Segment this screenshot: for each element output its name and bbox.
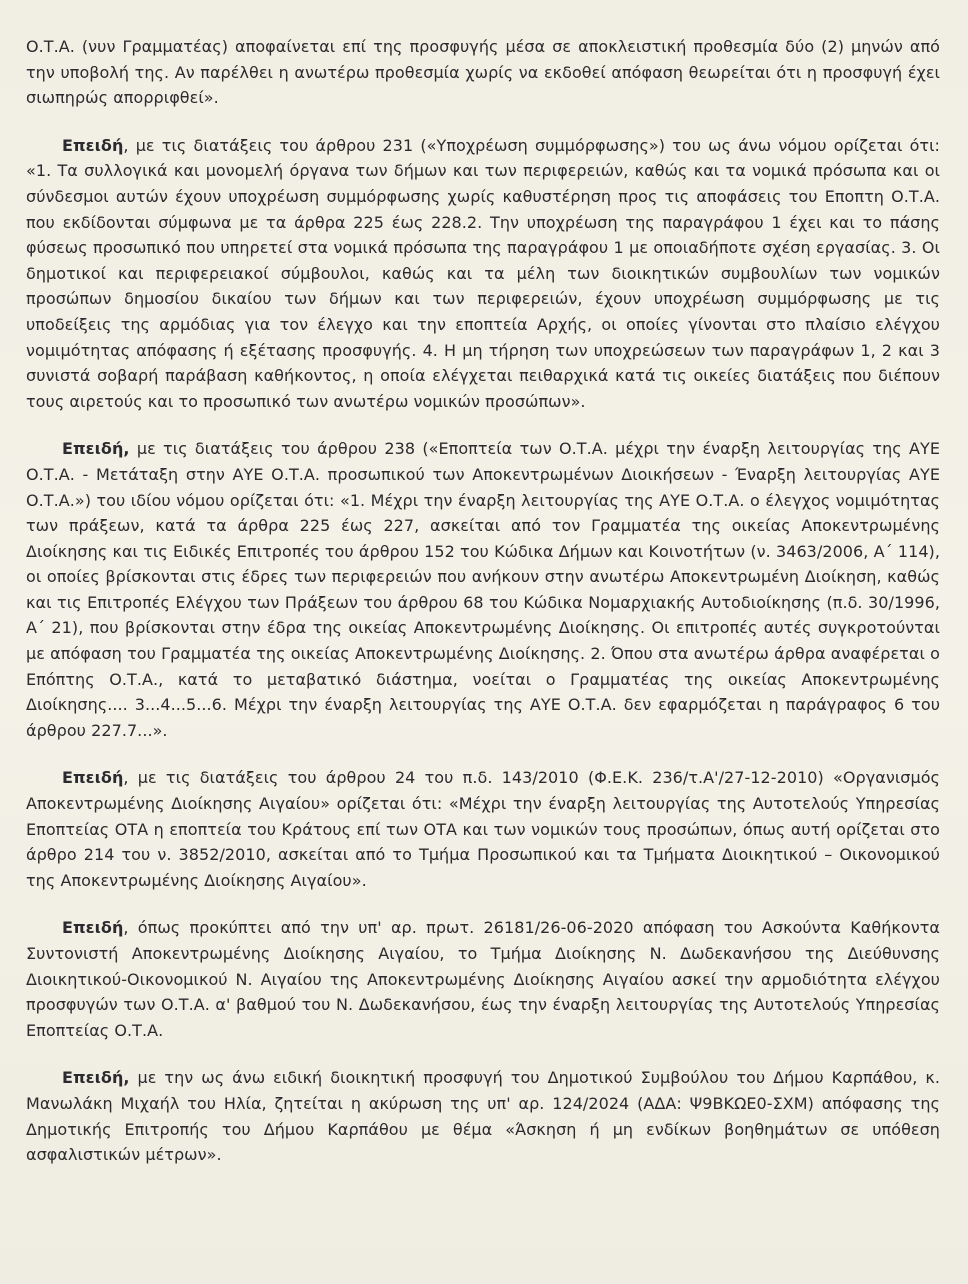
paragraph-lead: Επειδή, [62, 1068, 130, 1088]
paragraph-lead: Επειδή [62, 135, 124, 155]
paragraph-lead: Επειδή, [62, 439, 130, 459]
paragraph-text: με την ως άνω ειδική διοικητική προσφυγή του Δημοτικού Συμβούλου του Δήμου Καρπάθου, κ. Μανωλάκη Μιχαήλ του Ηλία, ζητείται η ακύρωση της υπ' αρ. 124/2024 (ΑΔΑ: Ψ9ΒΚΩΕ0-ΣΧΜ) απόφασης της Δημοτικής Επιτροπής του Δήμου Καρπάθου με θέμα «Άσκηση ή μη ενδίκων βοηθημάτων σε υπόθεση ασφαλιστικών μέτρων». [26, 1068, 940, 1165]
paragraph-pd-143-2010 [26, 765, 940, 893]
paragraph-text: , με τις διατάξεις του άρθρου 24 του π.δ. 143/2010 (Φ.Ε.Κ. 236/τ.Α'/27-12-2010) «Οργανισμός Αποκεντρωμένης Διοίκησης Αιγαίου» ορίζεται ότι: «Μέχρι την έναρξη λειτουργίας της Αυτοτελούς Υπηρεσίας Εποπτείας ΟΤΑ η εποπτεία του Κράτους επί των ΟΤΑ και των νομικών τους προσώπων, όπως αυτή ορίζεται στο άρθρο 214 του ν. 3852/2010, ασκείται από το Τμήμα Προσωπικού και τα Τμήματα Διοικητικού – Οικονομικού της Αποκεντρωμένης Διοίκησης Αιγαίου». [26, 768, 940, 890]
paragraph-continuation [26, 34, 940, 111]
paragraph-text: , με τις διατάξεις του άρθρου 231 («Υποχρέωση συμμόρφωσης») του ως άνω νόμου ορίζεται ότι: «1. Τα συλλογικά και μονομελή όργανα των δήμων και των περιφερειών, καθώς και τα νομικά πρόσωπα και οι σύνδεσμοι αυτών έχουν υποχρέωση συμμόρφωσης χωρίς καθυστέρηση προς τις αποφάσεις του Εποπτη Ο.Τ.Α. που εκδίδονται σύμφωνα με τα άρθρα 225 έως 228.2. Την υποχρέωση της παραγράφου 1 έχει και το πάσης φύσεως προσωπικό που υπηρετεί στα νομικά πρόσωπα της παραγράφου 1 με οποιαδήποτε σχέση εργασίας. 3. Οι δημοτικοί και περιφερειακοί σύμβουλοι, καθώς και τα μέλη των διοικητικών συμβουλίων των νομικών προσώπων δημοσίου δικαίου των δήμων και των περιφερειών, έχουν υποχρέωση συμμόρφωσης με τις υποδείξεις της αρμόδιας για τον έλεγχο και την εποπτεία Αρχής, οι οποίες γίνονται στο πλαίσιο ελέγχου νομιμότητας απόφασης ή εξέτασης προσφυγής. 4. Η μη τήρηση των υποχρεώσεων των παραγράφων 1, 2 και 3 συνιστά σοβαρή παράβαση καθήκοντος, η οποία ελέγχεται πειθαρχικά κατά τις οικείες διατάξεις που διέπουν τους αιρετούς και το προσωπικό των ανωτέρω νομικών προσώπων». [26, 135, 940, 411]
paragraph-text: Ο.Τ.Α. (νυν Γραμματέας) αποφαίνεται επί της προσφυγής μέσα σε αποκλειστική προθεσμία δύο (2) μηνών από την υποβολή της. Αν παρέλθει η ανωτέρω προθεσμία χωρίς να εκδοθεί απόφαση θεωρείται ότι η προσφυγή έχει σιωπηρώς απορριφθεί». [26, 37, 940, 108]
paragraph-lead: Επειδή [62, 768, 124, 788]
paragraph-lead: Επειδή [62, 918, 124, 938]
paragraph-decision-26181 [26, 915, 940, 1043]
paragraph-text: , όπως προκύπτει από την υπ' αρ. πρωτ. 26181/26-06-2020 απόφαση του Ασκούντα Καθήκοντα Συντονιστή Αποκεντρωμένης Διοίκησης Αιγαίου, το Τμήμα Διοίκησης Ν. Δωδεκανήσου της Διεύθυνσης Διοικητικού-Οικονομικού Ν. Αιγαίου της Αποκεντρωμένης Διοίκησης Αιγαίου ασκεί την αρμοδιότητα ελέγχου προσφυγών των Ο.Τ.Α. α' βαθμού του Ν. Δωδεκανήσου, έως την έναρξη λειτουργίας της Αυτοτελούς Υπηρεσίας Εποπτείας Ο.Τ.Α. [26, 918, 940, 1040]
paragraph-appeal [26, 1065, 940, 1167]
paragraph-text: με τις διατάξεις του άρθρου 238 («Εποπτεία των Ο.Τ.Α. μέχρι την έναρξη λειτουργίας της ΑΥΕ Ο.Τ.Α. - Μετάταξη στην ΑΥΕ Ο.Τ.Α. προσωπικού των Αποκεντρωμένων Διοικήσεων - Έναρξη λειτουργίας ΑΥΕ Ο.Τ.Α.») του ιδίου νόμου ορίζεται ότι: «1. Μέχρι την έναρξη λειτουργίας της ΑΥΕ Ο.Τ.Α. ο έλεγχος νομιμότητας των πράξεων, κατά τα άρθρα 225 έως 227, ασκείται από τον Γραμματέα της οικείας Αποκεντρωμένης Διοίκησης και τις Ειδικές Επιτροπές του άρθρου 152 του Κώδικα Δήμων και Κοινοτήτων (ν. 3463/2006, Α΄ 114), οι οποίες βρίσκονται στις έδρες των περιφερειών που ανήκουν στην ανωτέρω Αποκεντρωμένη Διοίκηση, καθώς και τις Επιτροπές Ελέγχου των Πράξεων του άρθρου 68 του Κώδικα Νομαρχιακής Αυτοδιοίκησης (π.δ. 30/1996, Α΄ 21), που βρίσκονται στην έδρα της οικείας Αποκεντρωμένης Διοίκησης. Οι επιτροπές αυτές συγκροτούνται με απόφαση του Γραμματέα της οικείας Αποκεντρωμένης Διοίκησης. 2. Όπου στα ανωτέρω άρθρα αναφέρεται ο Επόπτης Ο.Τ.Α., κατά το μεταβατικό διάστημα, νοείται ο Γραμματέας της οικείας Αποκεντρωμένης Διοίκησης.... 3...4...5...6. Μέχρι την έναρξη λειτουργίας της ΑΥΕ Ο.Τ.Α. δεν εφαρμόζεται η παράγραφος 6 του άρθρου 227.7...». [26, 439, 940, 740]
paragraph-article-231 [26, 133, 940, 415]
paragraph-article-238 [26, 436, 940, 743]
